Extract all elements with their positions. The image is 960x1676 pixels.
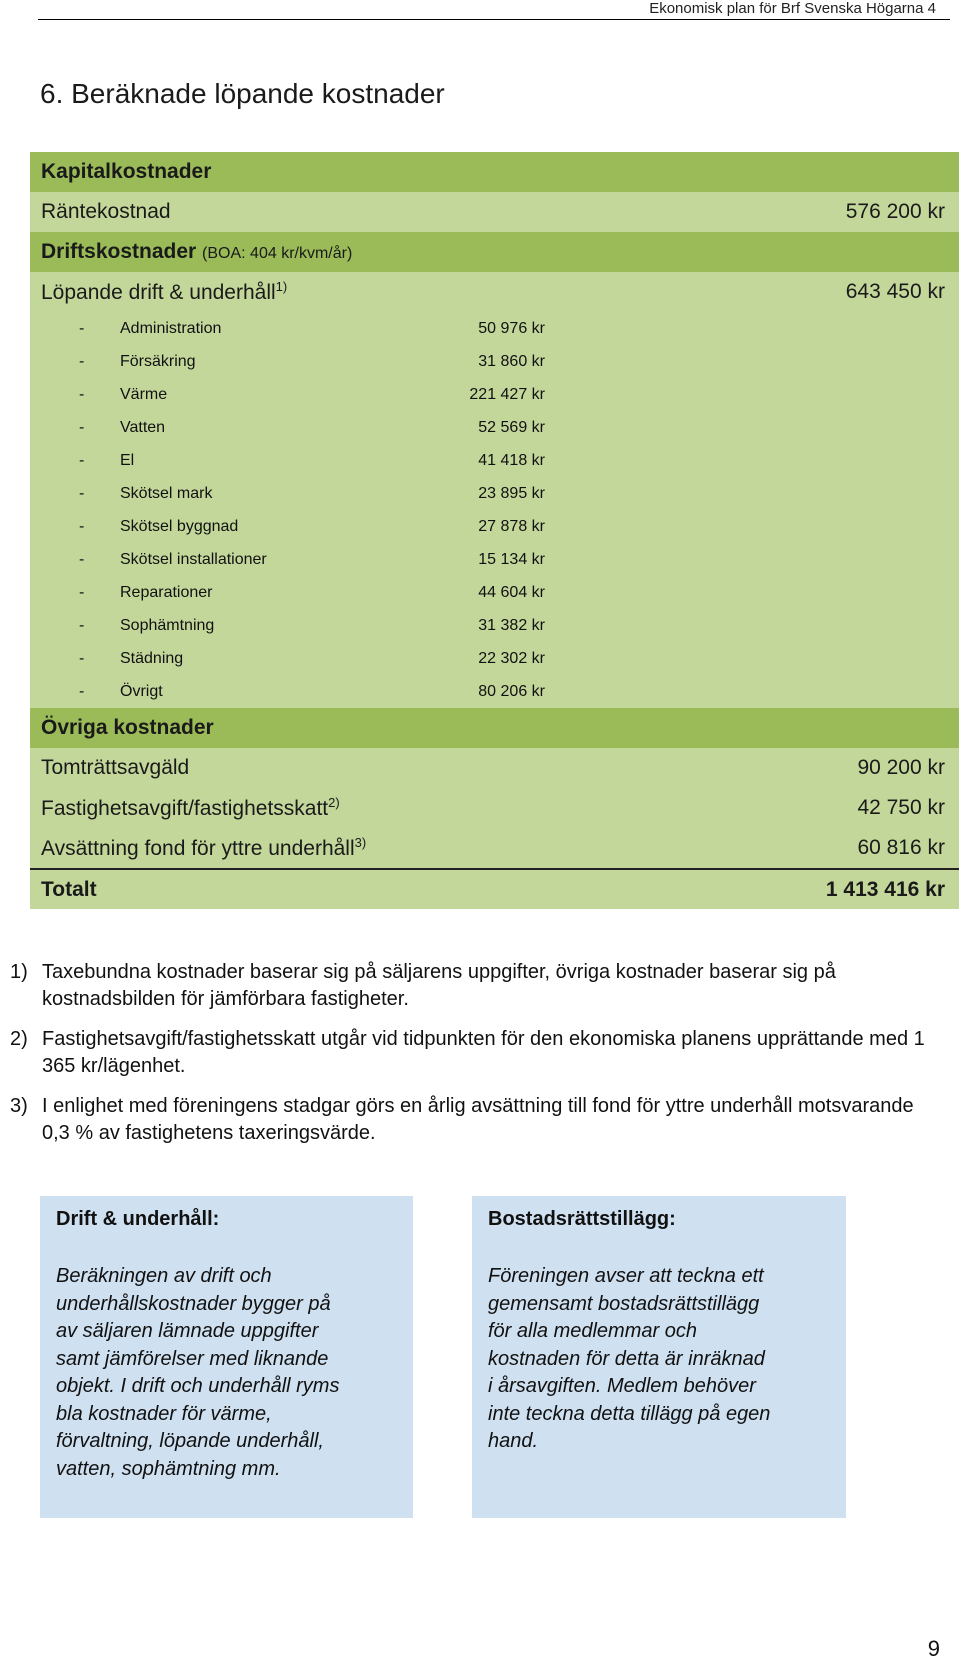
section-title: 6. Beräknade löpande kostnader bbox=[40, 78, 445, 109]
cost-item-dash: - bbox=[79, 319, 85, 337]
cost-item-row bbox=[30, 444, 959, 477]
operations-info-line: vatten, sophämtning mm. bbox=[56, 1457, 281, 1480]
footnote-ref-2: 2) bbox=[328, 795, 340, 810]
cost-item-label: Administration bbox=[120, 319, 222, 337]
cost-item-row bbox=[30, 609, 959, 642]
cost-item-dash: - bbox=[79, 385, 85, 403]
cost-item-row bbox=[30, 642, 959, 675]
operations-info-line: Beräkningen av drift och bbox=[56, 1265, 272, 1287]
maintenance-fund-label-group bbox=[41, 835, 366, 861]
operations-info-title: Drift & underhåll: bbox=[56, 1208, 220, 1230]
cost-item-value: 52 569 kr bbox=[478, 418, 545, 436]
cost-item-dash: - bbox=[79, 352, 85, 370]
operating-costs-heading-row bbox=[30, 232, 959, 272]
cost-item-value: 31 860 kr bbox=[478, 352, 545, 370]
cost-item-row bbox=[30, 510, 959, 543]
running-cost-items bbox=[30, 312, 959, 708]
footnote-number: 1) bbox=[10, 961, 28, 983]
total-label: Totalt bbox=[41, 877, 97, 901]
interest-label: Räntekostnad bbox=[41, 200, 171, 223]
cost-item-label: Sophämtning bbox=[120, 616, 215, 634]
cost-item-label: Skötsel byggnad bbox=[120, 517, 239, 535]
insurance-info-title: Bostadsrättstillägg: bbox=[488, 1208, 676, 1230]
cost-table bbox=[30, 152, 959, 909]
page-header bbox=[38, 0, 950, 20]
insurance-info-line: kostnaden för detta är inräknad bbox=[488, 1347, 765, 1370]
operations-info-line: av säljaren lämnade uppgifter bbox=[56, 1320, 319, 1342]
interest-value: 576 200 kr bbox=[845, 200, 945, 223]
cost-item-value: 41 418 kr bbox=[478, 451, 545, 469]
other-costs-heading-row bbox=[30, 708, 959, 748]
operations-info-line: underhållskostnader bygger på bbox=[56, 1292, 331, 1315]
insurance-info-line: i årsavgiften. Medlem behöver bbox=[488, 1375, 756, 1397]
operations-info-box bbox=[40, 1196, 413, 1518]
running-costs-label: Löpande drift & underhåll bbox=[41, 281, 276, 304]
operating-costs-note: (BOA: 404 kr/kvm/år) bbox=[202, 245, 353, 262]
cost-item-label: Reparationer bbox=[120, 583, 213, 601]
cost-item-dash: - bbox=[79, 616, 85, 634]
footnote bbox=[10, 1026, 940, 1080]
insurance-info-line: inte teckna detta tillägg på egen bbox=[488, 1402, 771, 1425]
insurance-info-line: gemensamt bostadsrättstillägg bbox=[488, 1292, 760, 1315]
cost-item-dash: - bbox=[79, 682, 85, 700]
footnote-ref-3: 3) bbox=[354, 835, 367, 850]
cost-item-label: Vatten bbox=[120, 418, 166, 436]
cost-item-label: El bbox=[120, 451, 135, 469]
cost-item-value: 23 895 kr bbox=[478, 484, 545, 502]
cost-item-label: Försäkring bbox=[120, 352, 196, 370]
cost-item-label: Övrigt bbox=[120, 682, 163, 700]
maintenance-fund-label: Avsättning fond för yttre underhåll bbox=[41, 837, 355, 860]
footnote-text: Taxebundna kostnader baserar sig på säljarens uppgifter, övriga kostnader baserar sig på kostnadsbilden för jämförbara fastigheter. bbox=[42, 961, 836, 1010]
footnote-ref-1: 1) bbox=[275, 279, 288, 294]
ground-rent-label: Tomträttsavgäld bbox=[41, 756, 190, 779]
cost-item-value: 22 302 kr bbox=[478, 649, 545, 667]
property-tax-value: 42 750 kr bbox=[857, 796, 945, 819]
running-costs-value: 643 450 kr bbox=[845, 280, 945, 303]
property-tax-label-group bbox=[41, 795, 340, 821]
footnote-number: 2) bbox=[10, 1028, 28, 1050]
ground-rent-value: 90 200 kr bbox=[857, 756, 945, 779]
cost-item-row bbox=[30, 675, 959, 708]
footnote bbox=[10, 1093, 940, 1147]
operations-info-line: objekt. I drift och underhåll ryms bbox=[56, 1375, 340, 1397]
cost-item-value: 80 206 kr bbox=[478, 682, 545, 700]
running-costs-label-group bbox=[41, 279, 287, 305]
page-number: 9 bbox=[927, 1636, 940, 1661]
insurance-info-line: hand. bbox=[488, 1430, 539, 1452]
operating-costs-heading bbox=[41, 240, 352, 264]
capital-costs-heading-row bbox=[30, 152, 959, 192]
insurance-info-line: för alla medlemmar och bbox=[488, 1320, 697, 1342]
cost-item-value: 27 878 kr bbox=[478, 517, 545, 535]
cost-item-dash: - bbox=[79, 418, 85, 436]
cost-item-row bbox=[30, 378, 959, 411]
running-costs-row bbox=[30, 272, 959, 312]
cost-item-label: Skötsel installationer bbox=[120, 550, 267, 568]
operations-info-line: samt jämförelser med liknande bbox=[56, 1347, 329, 1370]
insurance-info-box bbox=[472, 1196, 846, 1518]
cost-item-dash: - bbox=[79, 451, 85, 469]
document-title: Ekonomisk plan för Brf Svenska Högarna 4 bbox=[649, 0, 936, 17]
operations-info-line: förvaltning, löpande underhåll, bbox=[56, 1430, 324, 1452]
footnote-number: 3) bbox=[10, 1095, 28, 1117]
cost-item-value: 15 134 kr bbox=[478, 550, 545, 568]
insurance-info-text bbox=[488, 1263, 830, 1456]
other-costs-heading: Övriga kostnader bbox=[41, 716, 214, 739]
cost-item-row bbox=[30, 477, 959, 510]
operating-costs-label: Driftskostnader bbox=[41, 240, 197, 263]
maintenance-fund-row bbox=[30, 828, 959, 868]
cost-item-value: 50 976 kr bbox=[478, 319, 545, 337]
cost-item-dash: - bbox=[79, 550, 85, 568]
maintenance-fund-value: 60 816 kr bbox=[857, 836, 945, 859]
cost-item-dash: - bbox=[79, 583, 85, 601]
property-tax-row bbox=[30, 788, 959, 828]
footnote bbox=[10, 959, 940, 1013]
total-value: 1 413 416 kr bbox=[825, 877, 945, 901]
insurance-info-line: Föreningen avser att teckna ett bbox=[488, 1265, 764, 1287]
operations-info-line: bla kostnader för värme, bbox=[56, 1402, 272, 1425]
cost-item-value: 221 427 kr bbox=[469, 385, 545, 403]
cost-item-label: Städning bbox=[120, 649, 184, 667]
property-tax-label: Fastighetsavgift/fastighetsskatt bbox=[41, 797, 329, 820]
cost-item-dash: - bbox=[79, 517, 85, 535]
cost-item-label: Skötsel mark bbox=[120, 484, 213, 502]
cost-item-row bbox=[30, 345, 959, 378]
cost-item-row bbox=[30, 312, 959, 345]
cost-item-row bbox=[30, 576, 959, 609]
ground-rent-row bbox=[30, 748, 959, 788]
cost-item-value: 44 604 kr bbox=[478, 583, 545, 601]
footnotes bbox=[10, 959, 940, 1160]
cost-item-dash: - bbox=[79, 484, 85, 502]
interest-row bbox=[30, 192, 959, 232]
cost-item-row bbox=[30, 543, 959, 576]
cost-item-dash: - bbox=[79, 649, 85, 667]
footnote-text: I enlighet med föreningens stadgar görs en årlig avsättning till fond för yttre underhåll motsvarande 0,3 % av fastighetens taxeringsvärde. bbox=[42, 1095, 914, 1144]
footnote-text: Fastighetsavgift/fastighetsskatt utgår vid tidpunkten för den ekonomiska planens upprättande med 1 365 kr/lägenhet. bbox=[42, 1028, 925, 1077]
cost-item-row bbox=[30, 411, 959, 444]
cost-item-value: 31 382 kr bbox=[478, 616, 545, 634]
capital-costs-heading: Kapitalkostnader bbox=[41, 160, 212, 183]
cost-item-label: Värme bbox=[120, 385, 168, 403]
total-row bbox=[30, 868, 959, 909]
operations-info-text bbox=[56, 1263, 397, 1483]
